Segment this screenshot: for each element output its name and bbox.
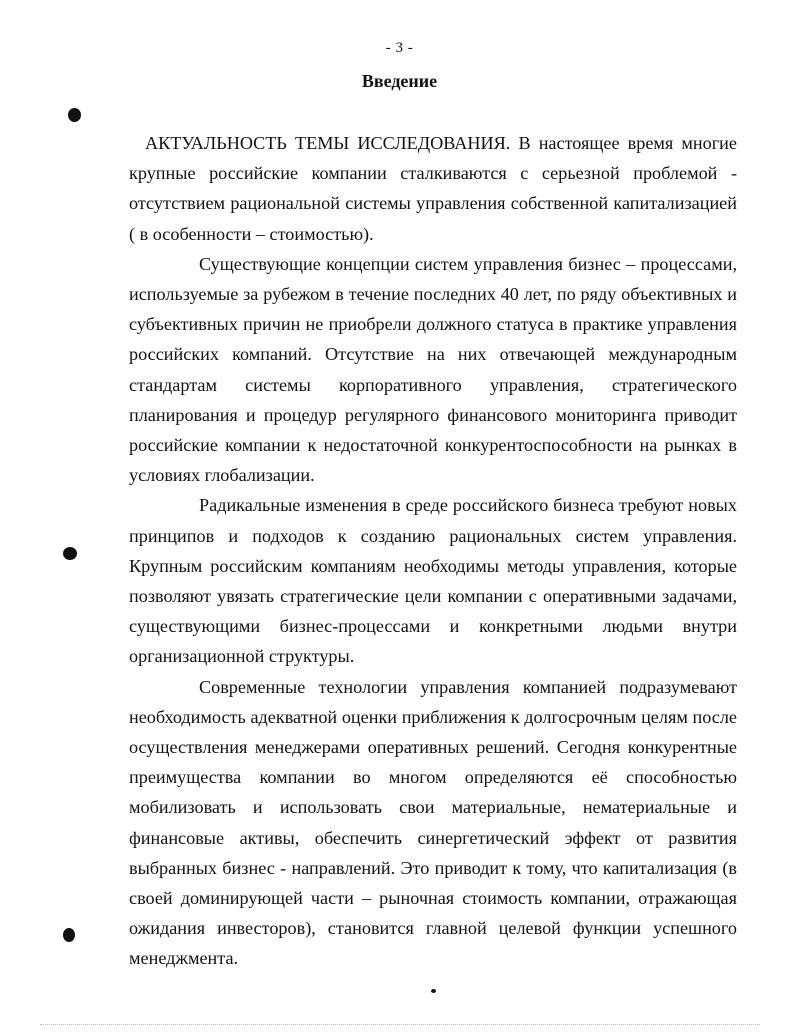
document-body	[129, 128, 737, 974]
scan-hole-mark-top	[68, 108, 81, 122]
paragraph-modern-technologies: Современные технологии управления компанией подразумевают необходимость адекватной оценки приближения к долгосрочным целям после осуществления менеджерами оперативных решений. Сегодня конкурентные преимущества компании во многом определяются её способностью мобилизовать и использовать свои материальные, нематериальные и финансовые активы, обеспечить синергетический эффект от развития выбранных бизнес - направлений. Это приводит к тому, что капитализация (в своей доминирующей части – рыночная стоимость компании, отражающая ожидания инвесторов), становится главной целевой функции успешного менеджмента.	[129, 676, 737, 969]
scan-edge-noise	[40, 1024, 760, 1027]
page-title: Введение	[361, 71, 438, 91]
scan-speck	[431, 989, 436, 993]
page-number: - 3 -	[385, 40, 414, 56]
paragraph-concepts: Существующие концепции систем управления бизнес – процессами, используемые за рубежом в течение последних 40 лет, по ряду объективных и субъективных причин не приобрели должного статуса в практике управления российских компаний. Отсутствие на них отвечающей международным стандартам системы корпоративного управления, стратегического планирования и процедур регулярного финансового мониторинга приводит российские компании к недостаточной конкурентоспособности на рынках в условиях глобализации.	[129, 253, 737, 486]
scan-hole-mark-bottom	[63, 928, 75, 942]
paragraph-relevance: АКТУАЛЬНОСТЬ ТЕМЫ ИССЛЕДОВАНИЯ. В настоящее время многие крупные российские компании сталкиваются с серьезной проблемой - отсутствием рациональной системы управления собственной капитализацией ( в особенности – стоимостью).	[129, 133, 737, 244]
scan-hole-mark-middle	[63, 547, 77, 560]
paragraph-radical-changes: Радикальные изменения в среде российского бизнеса требуют новых принципов и подходов к созданию рациональных систем управления. Крупным российским компаниям необходимы методы управления, которые позволяют увязать стратегические цели компании с оперативными задачами, существующими бизнес-процессами и конкретными людьми внутри организационной структуры.	[129, 495, 737, 667]
